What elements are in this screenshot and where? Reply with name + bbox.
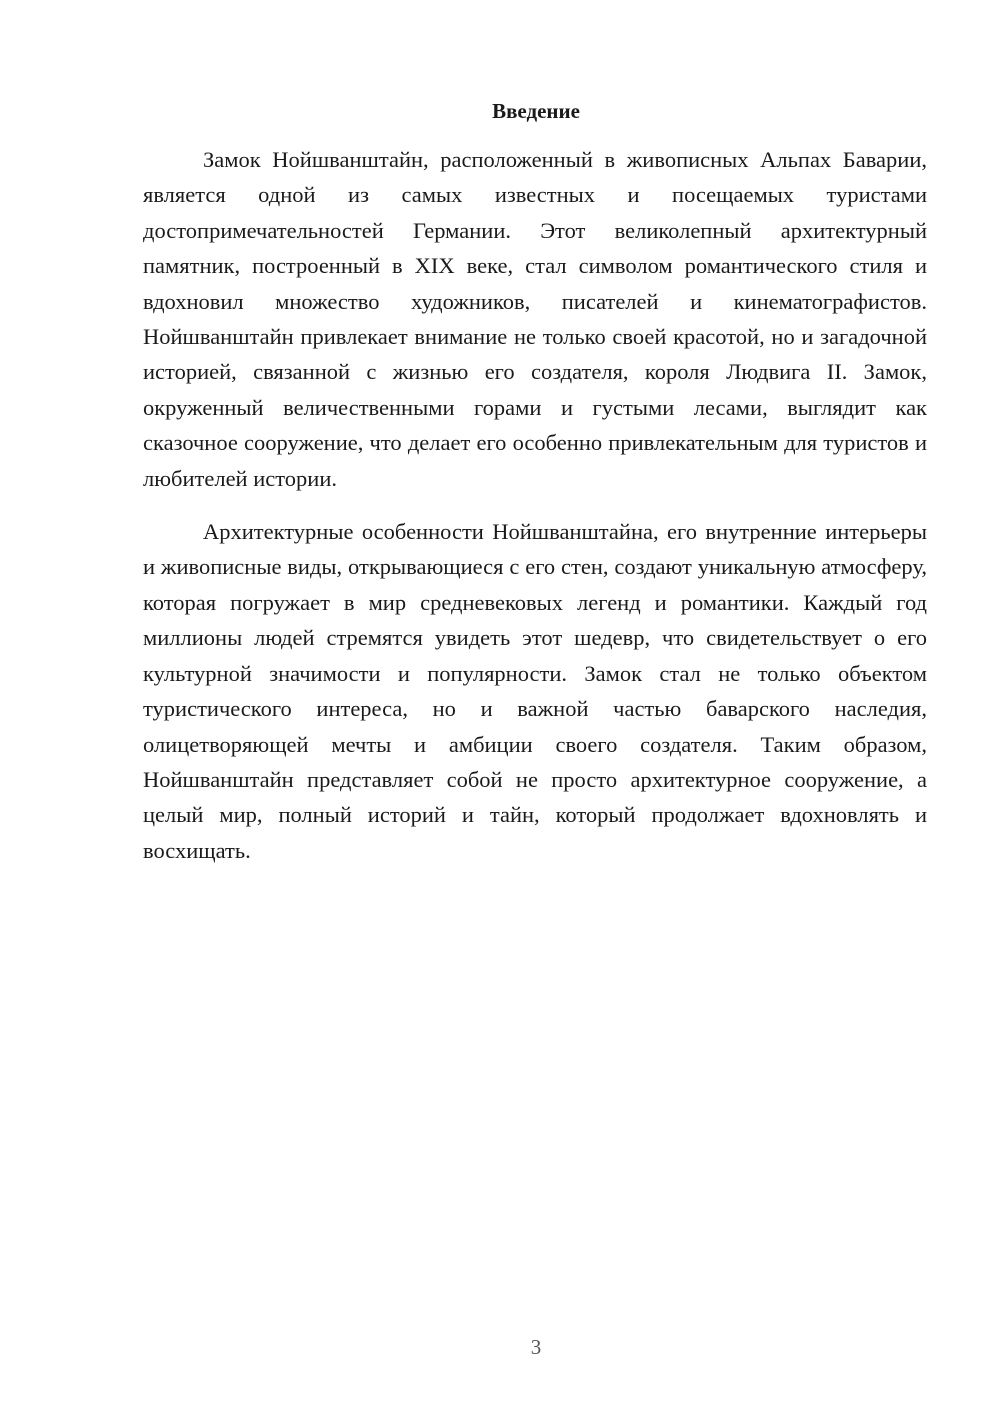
- section-heading: Введение: [492, 99, 580, 123]
- paragraph-intro: Замок Нойшванштайн, расположенный в живописных Альпах Баварии, является одной из самых известных и посещаемых туристами достопримечательностей Германии. Этот великолепный архитектурный памятник, построенный в XIX веке, стал символом романтического стиля и вдохновил множество художников, писателей и кинематографистов. Нойшванштайн привлекает внимание не только своей красотой, но и загадочной историей, связанной с жизнью его создателя, короля Людвига II. Замок, окруженный величественными горами и густыми лесами, выглядит как сказочное сооружение, что делает его особенно привлекательным для туристов и любителей истории.: [143, 147, 927, 491]
- body-text: [143, 142, 927, 868]
- paragraph-architecture: Архитектурные особенности Нойшванштайна, его внутренние интерьеры и живописные виды, открывающиеся с его стен, создают уникальную атмосферу, которая погружает в мир средневековых легенд и романтики. Каждый год миллионы людей стремятся увидеть этот шедевр, что свидетельствует о его культурной значимости и популярности. Замок стал не только объектом туристического интереса, но и важной частью баварского наследия, олицетворяющей мечты и амбиции своего создателя. Таким образом, Нойшванштайн представляет собой не просто архитектурное сооружение, а целый мир, полный историй и тайн, который продолжает вдохновлять и восхищать.: [143, 519, 927, 863]
- page-number: 3: [530, 1335, 542, 1359]
